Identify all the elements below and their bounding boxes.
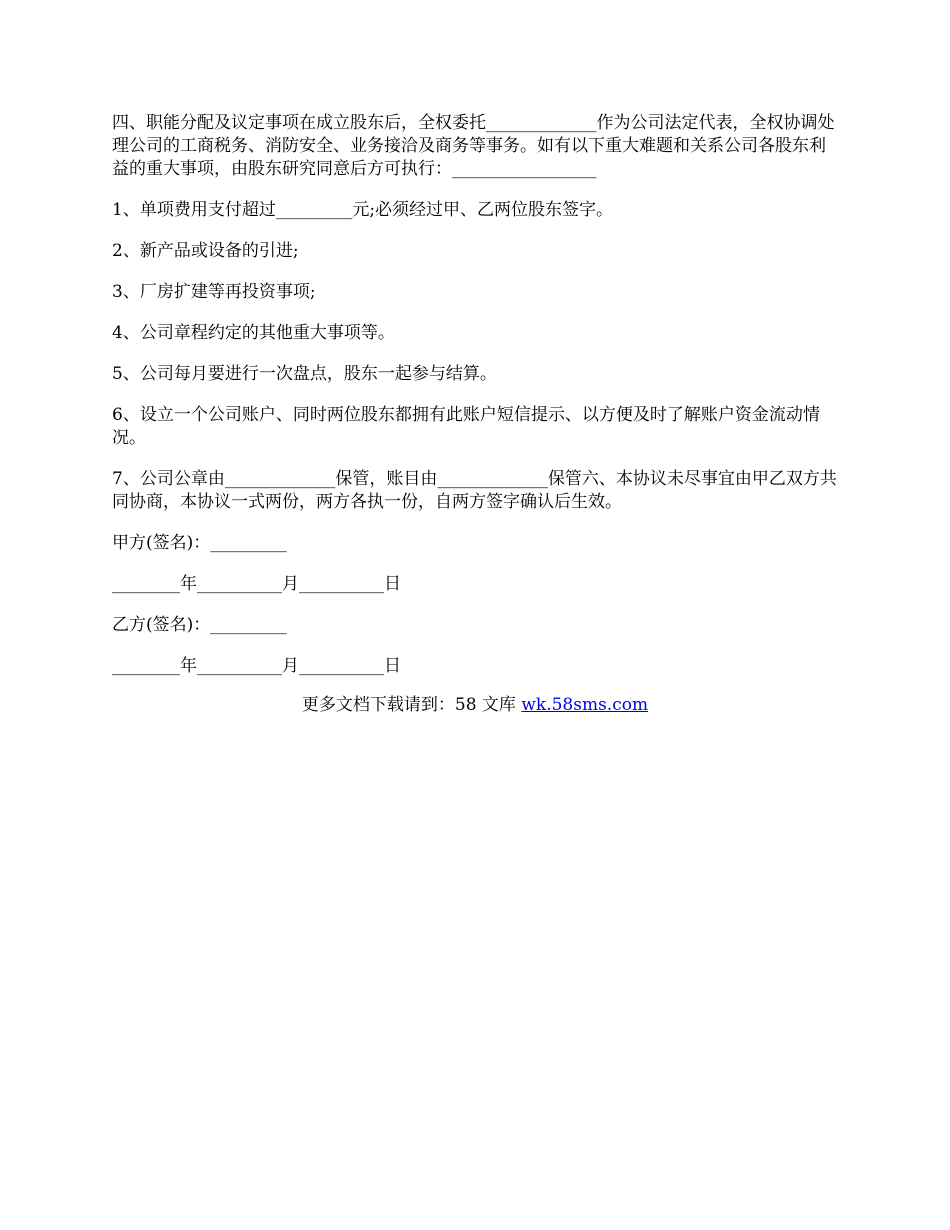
party-b-signature-line: 乙方(签名)：_________ [112,615,287,635]
item-5-paragraph: 5、公司每月要进行一次盘点，股东一起参与结算。 [112,364,497,384]
footer-link[interactable]: wk.58sms.com [521,695,649,715]
party-a-signature-line: 甲方(签名)：_________ [112,533,287,553]
item-6-paragraph: 6、设立一个公司账户、同时两位股东都拥有此账户短信提示、以方便及时了解账户资金流动情况。 [112,405,820,448]
party-b-date-line: ________年__________月__________日 [112,656,401,676]
clause-4-paragraph: 四、职能分配及议定事项在成立股东后，全权委托_____________作为公司法定代表，全权协调处理公司的工商税务、消防安全、业务接洽及商务等事务。如有以下重大难题和关系公司各股东利益的重大事项，由股东研究同意后方可执行：_________________ [112,113,835,179]
item-1-paragraph: 1、单项费用支付超过_________元;必须经过甲、乙两位股东签字。 [112,200,614,220]
download-footer [0,694,950,717]
document-body [112,112,840,696]
party-a-date-line: ________年__________月__________日 [112,574,401,594]
item-2-paragraph: 2、新产品或设备的引进; [112,241,299,261]
item-7-paragraph: 7、公司公章由_____________保管，账目由_____________保管六、本协议未尽事宜由甲乙双方共同协商，本协议一式两份，两方各执一份，自两方签字确认后生效。 [112,469,837,512]
item-4-paragraph: 4、公司章程约定的其他重大事项等。 [112,323,395,343]
item-3-paragraph: 3、厂房扩建等再投资事项; [112,282,316,302]
footer-text: 更多文档下载请到：58 文库 [301,695,522,715]
